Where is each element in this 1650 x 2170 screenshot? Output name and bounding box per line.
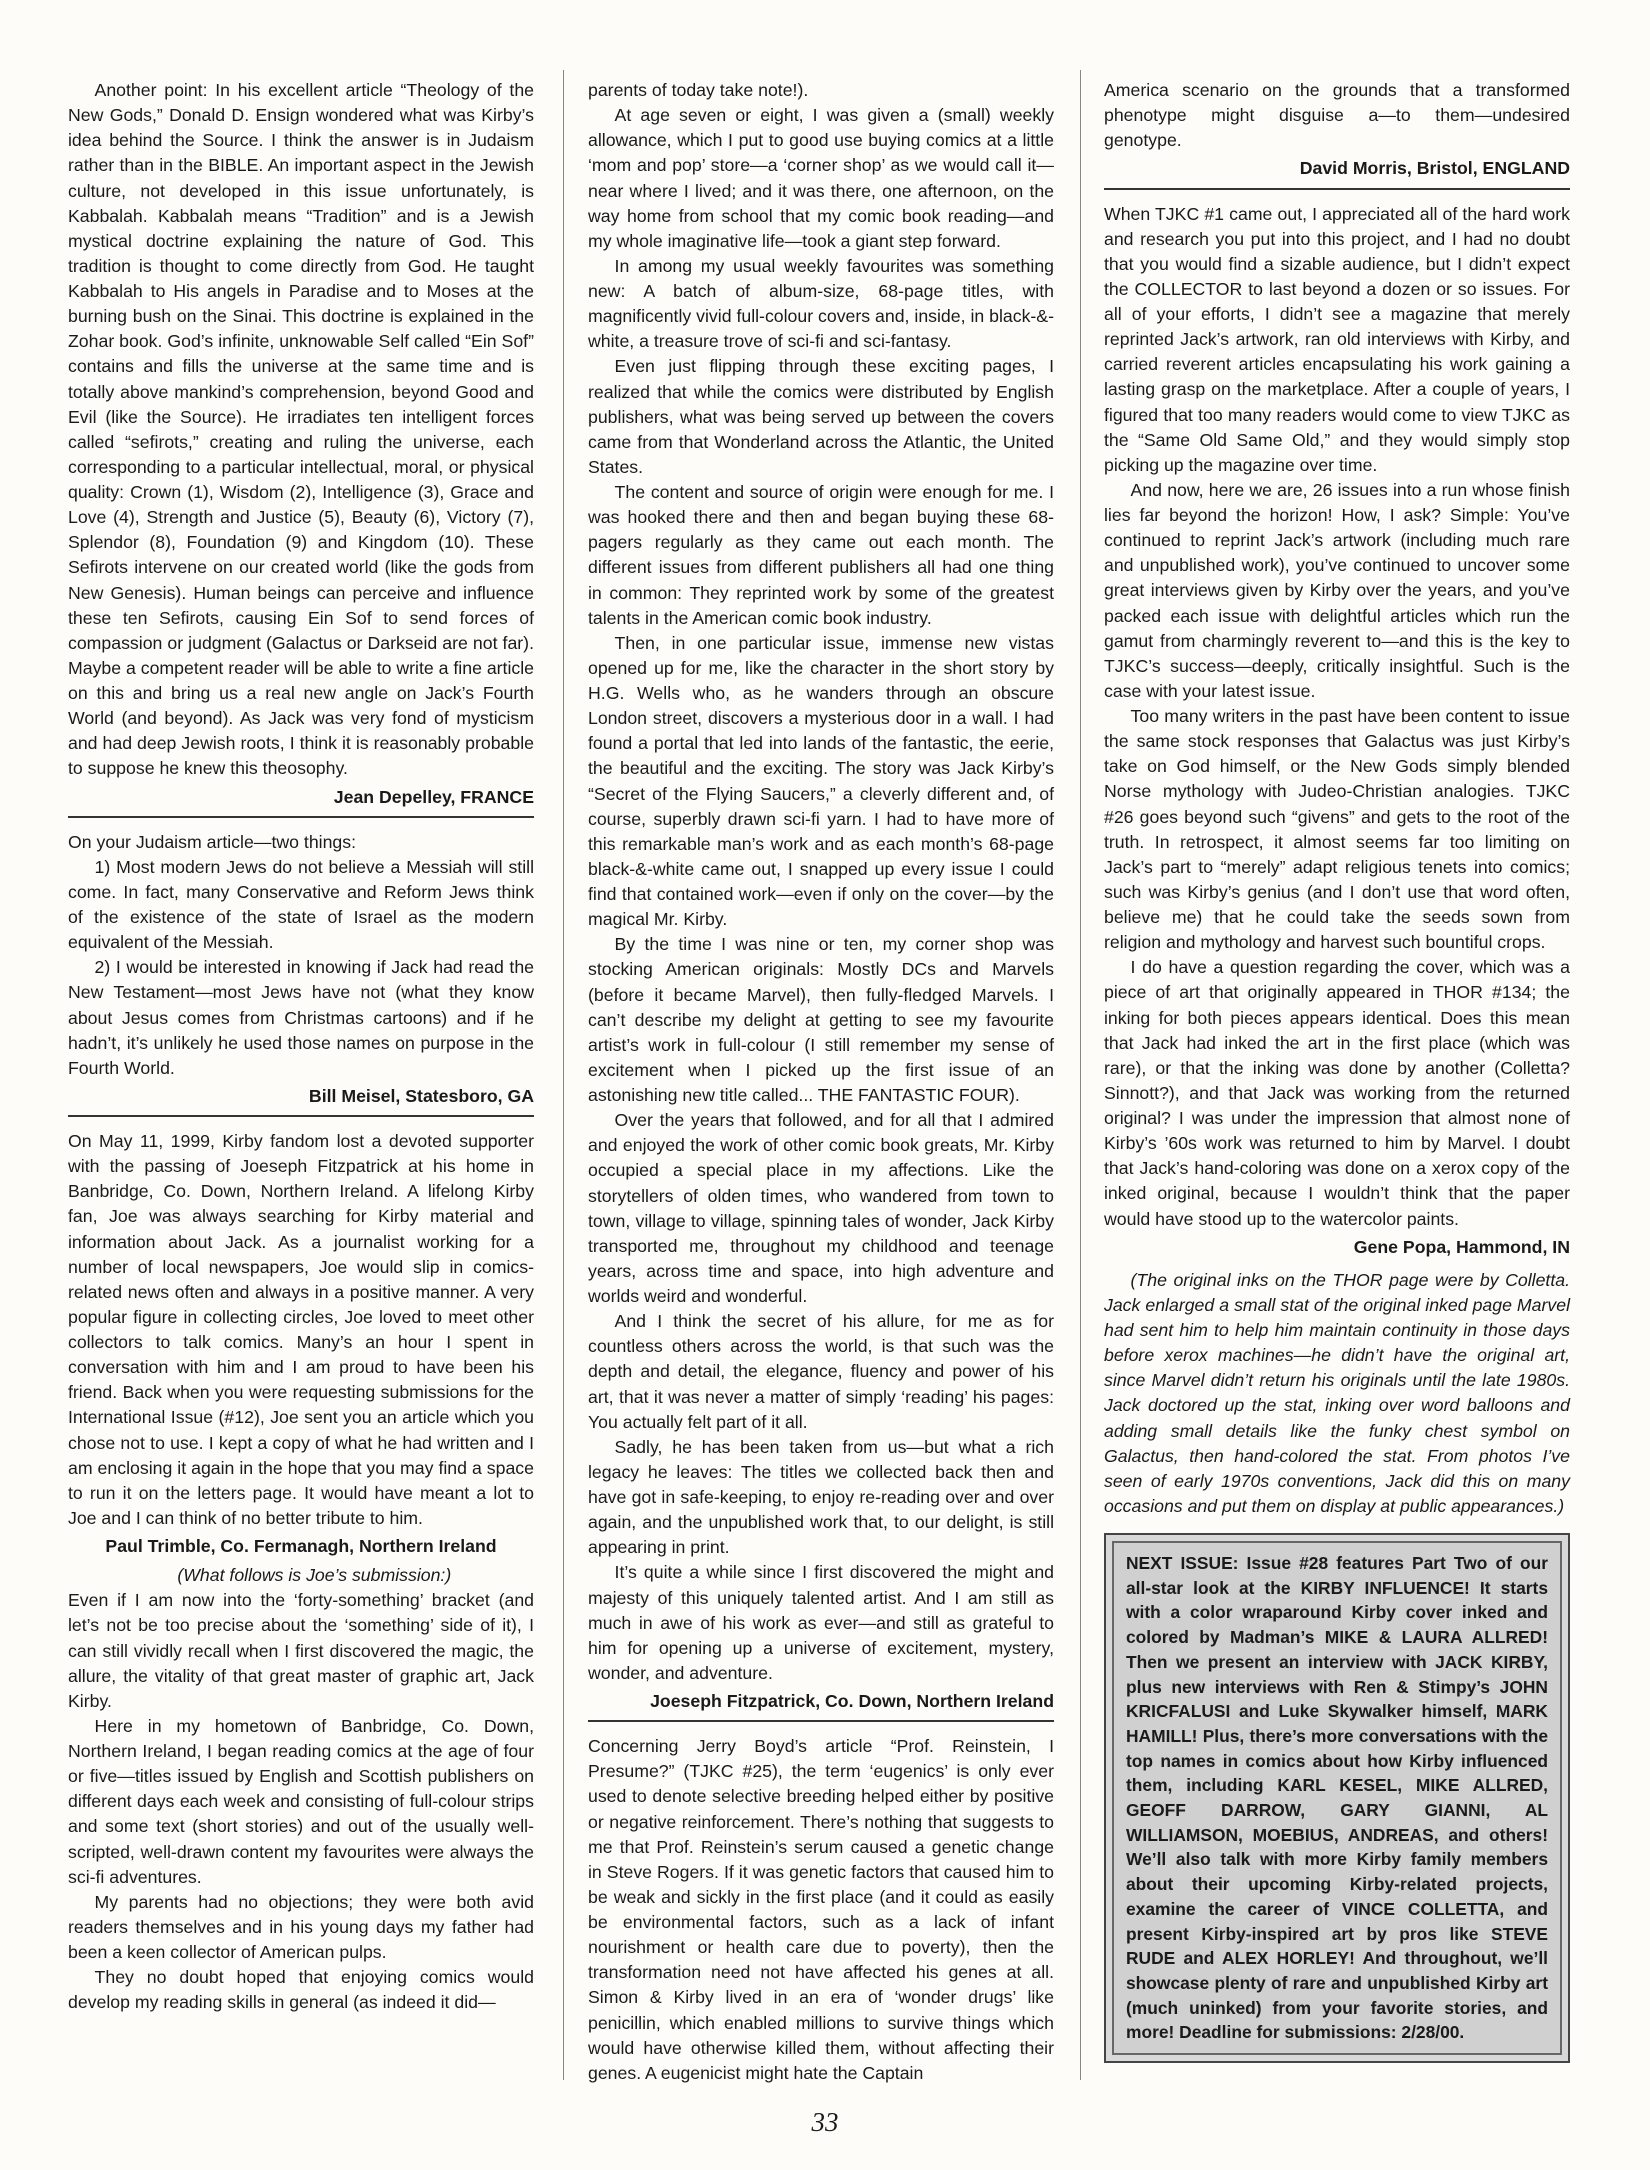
column-2: [588, 78, 1054, 2086]
column-divider: [563, 70, 564, 2080]
editor-note: (What follows is Joe’s submission:): [177, 1565, 452, 1586]
editor-response: (The original inks on the THOR page were by Colletta. Jack enlarged a small stat of the original inked page Marvel had sent him to help him maintain continuity in those days before xerox machines—he didn’t have the original art, since Marvel didn’t return his originals until the late 1980s. Jack doctored up the stat, inking over word balloons and adding small details like the funky chest symbol on Galactus, then hand-colored the stat. From photos I’ve seen of early 1970s conventions, Jack did this on many occasions and put them on display at public appearances.): [1104, 1269, 1570, 1516]
letter-paragraph: At age seven or eight, I was given a (small) weekly allowance, which I put to good use buying comics at a little ‘mom and pop’ store—a ‘corner shop’ as we would call it—near where I lived; and it was there, one afternoon, on the way home from school that my comic book reading—and my whole imaginative life—took a giant step forward.: [588, 105, 1054, 251]
letter-paragraph: The content and source of origin were enough for me. I was hooked there and then and began buying these 68-pagers regularly as they came out each month. The different issues from different publishers all had one thing in common: They reprinted work by some of the greatest talents in the American comic book industry.: [588, 482, 1054, 628]
letter-paragraph: Over the years that followed, and for all that I admired and enjoyed the work of other comic book greats, Mr. Kirby occupied a special place in my affections. Like the storytellers of olden times, who wandered from town to town, village to village, spinning tales of wonder, Jack Kirby transported me, throughout my childhood and teenage years, across time and space, into high adventure and worlds weird and wonderful.: [588, 1110, 1054, 1306]
page-number: 33: [811, 2107, 839, 2137]
letter-paragraph: And now, here we are, 26 issues into a run whose finish lies far beyond the horizon! How, I ask? Simple: You’ve continued to reprint Jack’s artwork (including much rare and unpublished work), you’ve continued to uncover some great interviews given by Kirby over the years, and you’ve packed each issue with delightful articles which run the gamut from charmingly reverent to—and this is the key to TJKC’s success—deeply, critically insightful. Such is the case with your latest issue.: [1104, 479, 1570, 701]
letter-paragraph: When TJKC #1 came out, I appreciated all of the hard work and research you put into this project, and I had no doubt that you would find a sizable audience, but I didn’t expect the COLLECTOR to last beyond a dozen or so issues. For all of your efforts, I didn’t see a magazine that merely reprinted Jack’s artwork, ran old interviews with Kirby, and carried reverent articles encapsulating his work gaining a lasting grasp on the marketplace. After a couple of years, I figured that too many readers would come to view TJKC as the “Same Old Same Old,” and they would simply stop picking up the magazine over time.: [1104, 203, 1570, 475]
letter-paragraph: And I think the secret of his allure, for me as for countless others across the world, is that such was the depth and detail, the elegance, fluency and power of his art, that it was never a matter of simply ‘reading’ his pages: You actually felt part of it all.: [588, 1311, 1054, 1432]
letter-paragraph: It’s quite a while since I first discovered the might and majesty of this uniquely talented artist. And I am still as much in awe of his work as ever—and still as grateful to him for opening up a universe of excitement, mystery, wonder, and adventure.: [588, 1562, 1054, 1683]
letter-paragraph: Sadly, he has been taken from us—but what a rich legacy he leaves: The titles we collected back then and have got in safe-keeping, to enjoy re-reading over and over again, and the unpublished work that, to our delight, is still appearing in print.: [588, 1436, 1054, 1558]
letter-paragraph: On your Judaism article—two things:: [68, 831, 357, 852]
letter-paragraph: Another point: In his excellent article “Theology of the New Gods,” Donald D. Ensign wondered what was Kirby’s idea behind the Source. I think the answer is in Judaism rather than in the BIBLE. An important aspect in the Jewish culture, not developed in this issue unfortunately, is Kabbalah. Kabbalah means “Tradition” and is a Jewish mystical doctrine explaining the nature of God. This tradition is thought to come directly from God. He taught Kabbalah to His angels in Paradise and to Moses at the burning bush on the Sinai. This doctrine is explained in the Zohar book. God’s infinite, unknowable Self called “Ein Sof” contains and fills the universe at the same time and is totally above mankind’s comprehension, beyond Good and Evil (like the Source). He irradiates ten intelligent forces called “sefirots,” creating and ruling the universe, each corresponding to a particular intellectual, moral, or physical quality: Crown (1), Wisdom (2), Intelligence (3), Grace and Love (4), Strength and Justice (5), Beauty (6), Victory (7), Splendor (8), Foundation (9) and Kingdom (10). These Sefirots intervene on our created world (like the gods from New Genesis). Human beings can perceive and influence these ten Sefirots, causing Ein Sof to send forces of compassion or judgment (Galactus or Darkseid are not far). Maybe a competent reader will be able to write a fine article on this and bring us a real new angle on Jack’s Fourth World (and beyond). As Jack was very fond of mysticism and had deep Jewish roots, I think it is reasonably probable to suppose he knew this theosophy.: [68, 80, 535, 779]
letter-paragraph: America scenario on the grounds that a transformed phenotype might disguise a—to them—undesired genotype.: [1104, 80, 1570, 151]
letter-paragraph: 2) I would be interested in knowing if Jack had read the New Testament—most Jews have not (what they know about Jesus comes from Christmas cartoons) and if he hadn’t, it’s unlikely he used those names on purpose in the Fourth World.: [68, 957, 534, 1078]
letter-paragraph: Concerning Jerry Boyd’s article “Prof. Reinstein, I Presume?” (TJKC #25), the term ‘eugenics’ is only ever used to denote selective breeding helped either by positive or negative reinforcement. There’s nothing that suggests to me that Prof. Reinstein’s serum caused a genetic change in Steve Rogers. If it was genetic factors that caused him to be weak and sickly in the first place (and it could as easily be environmental factors, such as a lack of infant nourishment or health care due to poverty), then the transformation need not have affected his genes at all. Simon & Kirby lived in an era of ‘wonder drugs’ like penicillin, which enabled millions to survive things which would have otherwise killed them, without affecting their genes. A eugenicist might hate the Captain: [588, 1736, 1054, 2083]
letter-divider: [68, 1115, 534, 1117]
letter-signature: Joeseph Fitzpatrick, Co. Down, Northern Ireland: [650, 1691, 1054, 1711]
letter-paragraph: My parents had no objections; they were both avid readers themselves and in his young days my father had been a keen collector of American pulps.: [68, 1891, 534, 1962]
letter-paragraph: In among my usual weekly favourites was something new: A batch of album-size, 68-page titles, with magnificently vivid full-colour covers and, inside, in black-&-white, a treasure trove of sci-fi and sci-fantasy.: [588, 255, 1054, 352]
letter-divider: [68, 816, 534, 818]
letter-paragraph: On May 11, 1999, Kirby fandom lost a devoted supporter with the passing of Joeseph Fitzpatrick at his home in Banbridge, Co. Down, Northern Ireland. A lifelong Kirby fan, Joe was always searching for Kirby material and information about Jack. As a journalist working for a number of local newspapers, Joe would slip in comics-related news often and always in a positive manner. A very popular figure in collecting circles, Joe loved to meet other collectors to talk comics. Many’s an hour I spent in conversation with him and I am proud to have been his friend. Back when you were requesting submissions for the International Issue (#12), Joe sent you an article which you chose not to use. I kept a copy of what he had written and I am enclosing it again in the hope that you may find a space to run it on the letters page. It would have meant a lot to Joe and I can think of no better tribute to him.: [68, 1131, 534, 1528]
column-divider: [1080, 70, 1081, 2080]
letter-divider: [588, 1720, 1054, 1722]
letter-paragraph: Here in my hometown of Banbridge, Co. Down, Northern Ireland, I began reading comics at the age of four or five—titles issued by English and Scottish publishers on different days each week and consisting of full-colour strips and some text (short stories) and out of the usually well-scripted, well-drawn content my favourites were always the sci-fi adventures.: [68, 1715, 534, 1887]
letter-signature: David Morris, Bristol, ENGLAND: [1299, 158, 1570, 179]
letter-signature: Gene Popa, Hammond, IN: [1353, 1236, 1570, 1257]
letter-paragraph: By the time I was nine or ten, my corner shop was stocking American originals: Mostly DCs and Marvels (before it became Marvel), then fully-fledged Marvels. I can’t describe my delight at getting to see my favourite artist’s work in full-colour (I still remember my sense of excitement when I picked up the first issue of an astonishing new title called... THE FANTASTIC FOUR).: [588, 934, 1054, 1105]
letter-paragraph: They no doubt hoped that enjoying comics would develop my reading skills in general (as indeed it did—: [68, 1967, 534, 2013]
letter-paragraph: Even if I am now into the ‘forty-something’ bracket (and let’s not be too precise about the ‘something’ side of it), I can still vividly recall when I first discovered the magic, the allure, the vitality of that great master of graphic art, Jack Kirby.: [68, 1590, 534, 1711]
letter-paragraph: I do have a question regarding the cover, which was a piece of art that originally appeared in THOR #134; the inking for both pieces appears identical. Does this mean that Jack had inked the art in the first place (which was rare), or that the inking was done by another (Colletta? Sinnott?), and that Jack was working from the returned original? I was under the impression that almost none of Kirby’s ’60s work was returned to him by Marvel. I doubt that Jack’s hand-coloring was done on a xerox copy of the inked original, because I wouldn’t think that the paper would have stood up to the watercolor paints.: [1104, 957, 1570, 1229]
letter-signature: Paul Trimble, Co. Fermanagh, Northern Ireland: [105, 1536, 497, 1556]
letter-paragraph: Then, in one particular issue, immense new vistas opened up for me, like the character in the short story by H.G. Wells who, as he wanders through an obscure London street, discovers a mysterious door in a wall. I had found a portal that led into lands of the fantastic, the eerie, the beautiful and the exciting. The story was Jack Kirby’s “Secret of the Flying Saucers,” a cleverly different and, of course, superbly drawn sci-fi yarn. I had to have more of this remarkable man’s work and as each month’s 68-page black-&-white came out, I snapped up every issue I could find that contained work—even if only on the cover—by the magical Mr. Kirby.: [588, 632, 1054, 930]
letter-signature: Jean Depelley, FRANCE: [333, 786, 534, 807]
next-issue-text: NEXT ISSUE: Issue #28 features Part Two of our all-star look at the KIRBY INFLUENCE! It starts with a color wraparound Kirby cover inked and colored by Madman’s MIKE & LAURA ALLRED! Then we present an interview with JACK KIRBY, plus new interviews with Ren & Stimpy’s JOHN KRICFALUSI and Luke Skywalker himself, MARK HAMILL! Plus, there’s more conversations with the top names in comics about how Kirby influenced them, including KARL KESEL, MIKE ALLRED, GEOFF DARROW, GARY GIANNI, AL WILLIAMSON, MOEBIUS, ANDREAS, and others! We’ll also talk with more Kirby family members about their upcoming Kirby-related projects, examine the career of VINCE COLLETTA, and present Kirby-inspired art by pros like STEVE RUDE and ALEX HORLEY! And throughout, we’ll showcase plenty of rare and unpublished Kirby art (much uninked) from your favorite stories, and more! Deadline for submissions: 2/28/00.: [1112, 1541, 1562, 2055]
letter-signature: Bill Meisel, Statesboro, GA: [308, 1085, 534, 1106]
next-issue-box: [1104, 1533, 1570, 2063]
letter-divider: [1104, 188, 1570, 190]
letter-paragraph: Too many writers in the past have been content to issue the same stock responses that Galactus was just Kirby’s take on God himself, or the New Gods simply blended Norse mythology with Judeo-Christian analogies. TJKC #26 goes beyond such “givens” and gets to the root of the truth. In retrospect, it almost seems far too limiting on Jack’s part to “merely” adapt religious tenets into comics; such was Kirby’s genius (and I don’t use that word often, believe me) that he could take the seeds sown from religion and mythology and harvest such bountiful crops.: [1104, 706, 1570, 953]
column-3: [1104, 78, 1570, 2063]
letter-paragraph: 1) Most modern Jews do not believe a Messiah will still come. In fact, many Conservative and Reform Jews think of the existence of the state of Israel as the modern equivalent of the Messiah.: [68, 856, 534, 953]
letter-paragraph: Even just flipping through these exciting pages, I realized that while the comics were distributed by English publishers, what was being served up between the covers came from that Wonderland across the Atlantic, the United States.: [588, 356, 1054, 477]
letter-paragraph: parents of today take note!).: [588, 80, 809, 100]
column-1: [68, 78, 534, 2015]
